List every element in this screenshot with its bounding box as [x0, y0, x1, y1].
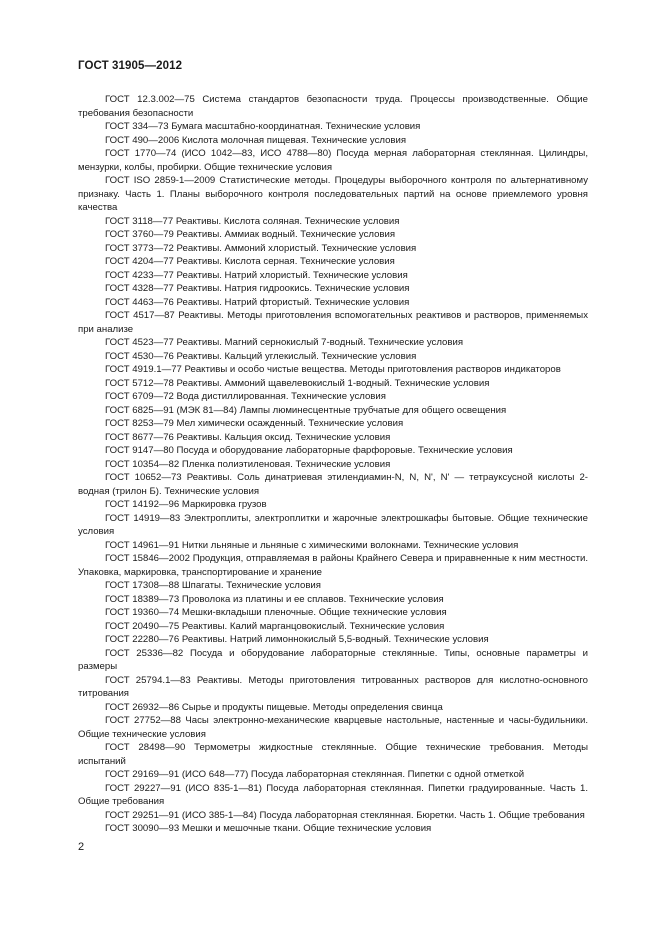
- reference-entry: ГОСТ 4328—77 Реактивы. Натрия гидроокись. Технические условия: [105, 283, 410, 294]
- reference-entry: ГОСТ 4530—76 Реактивы. Кальций углекислый. Технические условия: [105, 350, 417, 362]
- reference-entry: ГОСТ 19360—74 Мешки-вкладыши пленочные. Общие технические условия: [105, 607, 447, 618]
- reference-entry: ГОСТ 9147—80 Посуда и оборудование лабораторные фарфоровые. Технические условия: [105, 445, 513, 456]
- reference-entry: ГОСТ 6825—91 (МЭК 81—84) Лампы люминесцентные трубчатые для общего освещения: [105, 404, 507, 416]
- reference-entry: ГОСТ 29169—91 (ИСО 648—77) Посуда лабораторная стеклянная. Пипетки с одной отметкой: [105, 769, 525, 780]
- reference-entry: ГОСТ 4523—77 Реактивы. Магний сернокислый 7-водный. Технические условия: [105, 337, 464, 348]
- page-number: 2: [78, 841, 85, 853]
- reference-entry: ГОСТ 14192—96 Маркировка грузов: [105, 499, 267, 510]
- reference-entry: ГОСТ 3773—72 Реактивы. Аммоний хлористый. Технические условия: [105, 242, 417, 254]
- reference-entry: ГОСТ 6709—72 Вода дистиллированная. Технические условия: [105, 391, 386, 402]
- reference-entry: ГОСТ 8253—79 Мел химически осажденный. Технические условия: [105, 418, 404, 429]
- page-header-title: ГОСТ 31905—2012: [78, 60, 183, 72]
- reference-entry: ГОСТ 4919.1—77 Реактивы и особо чистые вещества. Методы приготовления растворов индикаторов: [105, 364, 561, 375]
- reference-entry: ГОСТ 15846—2002 Продукция, отправляемая в районы Крайнего Севера и приравненные к ним местности. Упаковка, маркировка, транспортирование и хранение: [78, 553, 588, 578]
- reference-entry: ГОСТ 3118—77 Реактивы. Кислота соляная. Технические условия: [105, 215, 400, 227]
- reference-entry: ГОСТ 25336—82 Посуда и оборудование лабораторные стеклянные. Типы, основные параметры и размеры: [78, 647, 588, 672]
- reference-entry: ГОСТ 5712—78 Реактивы. Аммоний щавелевокислый 1-водный. Технические условия: [105, 377, 490, 389]
- reference-entry: ГОСТ 18389—73 Проволока из платины и ее сплавов. Технические условия: [105, 593, 444, 605]
- reference-entry: ГОСТ 4517—87 Реактивы. Методы приготовления вспомогательных реактивов и растворов, применяемых при анализе: [78, 310, 588, 335]
- reference-entry: ГОСТ 490—2006 Кислота молочная пищевая. Технические условия: [105, 134, 407, 146]
- reference-entry: ГОСТ 29227—91 (ИСО 835-1—81) Посуда лабораторная стеклянная. Пипетки градуированные. Часть 1. Общие требования: [78, 782, 588, 807]
- reference-entry: ГОСТ 10652—73 Реактивы. Соль динатриевая этилендиамин-N, N, N', N' — тетрауксусной кислоты 2-водная (трилон Б). Технические условия: [78, 472, 588, 497]
- reference-entry: ГОСТ 4463—76 Реактивы. Натрий фтористый. Технические условия: [105, 296, 410, 308]
- reference-entry: ГОСТ 12.3.002—75 Система стандартов безопасности труда. Процессы производственные. Общие требования безопасности: [78, 94, 588, 119]
- reference-entry: ГОСТ 4204—77 Реактивы. Кислота серная. Технические условия: [105, 256, 395, 267]
- reference-entry: ГОСТ 1770—74 (ИСО 1042—83, ИСО 4788—80) Посуда мерная лабораторная стеклянная. Цилиндры, мензурки, колбы, пробирки. Общие технические условия: [78, 148, 588, 173]
- reference-entry: ГОСТ 26932—86 Сырье и продукты пищевые. Методы определения свинца: [105, 701, 443, 713]
- reference-entry: ГОСТ ISO 2859-1—2009 Статистические методы. Процедуры выборочного контроля по альтернативному признаку. Часть 1. Планы выборочного контроля последовательных партий на основе приемлемого уровня качества: [78, 175, 588, 213]
- reference-entry: ГОСТ 29251—91 (ИСО 385-1—84) Посуда лабораторная стеклянная. Бюретки. Часть 1. Общие требования: [105, 809, 585, 821]
- reference-entry: ГОСТ 334—73 Бумага масштабно-координатная. Технические условия: [105, 121, 421, 132]
- reference-entry: ГОСТ 8677—76 Реактивы. Кальция оксид. Технические условия: [105, 431, 391, 443]
- reference-entry: ГОСТ 25794.1—83 Реактивы. Методы приготовления титрованных растворов для кислотно-основного титрования: [78, 674, 588, 699]
- reference-entry: ГОСТ 28498—90 Термометры жидкостные стеклянные. Общие технические требования. Методы испытаний: [78, 742, 588, 767]
- reference-entry: ГОСТ 10354—82 Пленка полиэтиленовая. Технические условия: [105, 458, 391, 470]
- reference-entry: ГОСТ 14961—91 Нитки льняные и льняные с химическими волокнами. Технические условия: [105, 539, 519, 551]
- reference-entry: ГОСТ 3760—79 Реактивы. Аммиак водный. Технические условия: [105, 229, 396, 240]
- reference-entry: ГОСТ 14919—83 Электроплиты, электроплитки и жарочные электрошкафы бытовые. Общие технические условия: [78, 512, 588, 537]
- reference-entry: ГОСТ 22280—76 Реактивы. Натрий лимоннокислый 5,5-водный. Технические условия: [105, 634, 489, 645]
- reference-entry: ГОСТ 27752—88 Часы электронно-механические кварцевые настольные, настенные и часы-будильники. Общие технические условия: [78, 715, 588, 740]
- references-list: [78, 93, 588, 836]
- reference-entry: ГОСТ 17308—88 Шпагаты. Технические условия: [105, 580, 321, 591]
- reference-entry: ГОСТ 20490—75 Реактивы. Калий марганцовокислый. Технические условия: [105, 620, 445, 632]
- reference-entry: ГОСТ 4233—77 Реактивы. Натрий хлористый. Технические условия: [105, 269, 408, 281]
- reference-entry: ГОСТ 30090—93 Мешки и мешочные ткани. Общие технические условия: [105, 823, 432, 834]
